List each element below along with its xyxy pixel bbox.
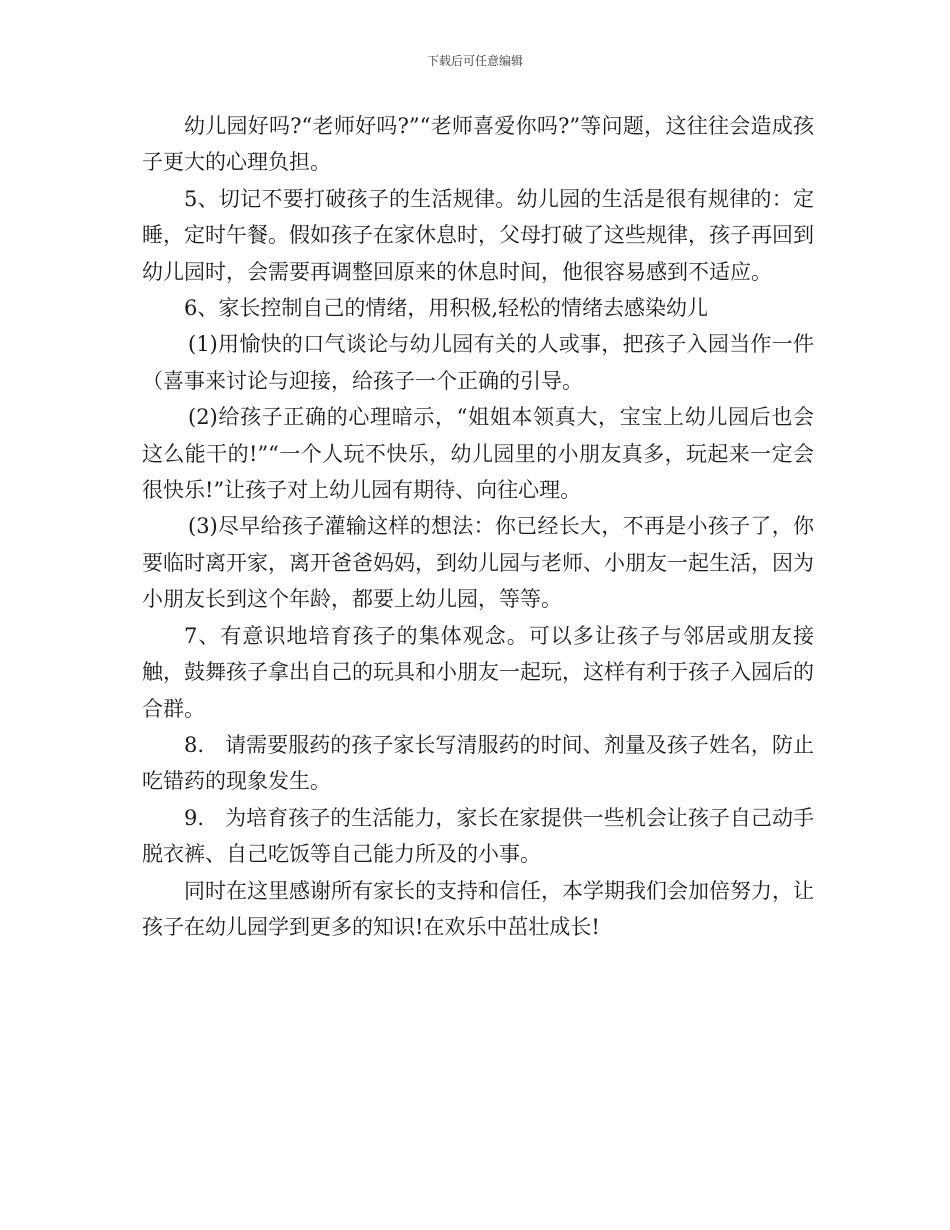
paragraph-subitem-3: (3)尽早给孩子灌输这样的想法：你已经长大，不再是小孩子了，你要临时离开家，离开爸爸妈妈，到幼儿园与老师、小朋友一起生活，因为小朋友长到这个年龄，都要上幼儿园，等等。 — [142, 514, 814, 612]
paragraph-subitem-2: (2)给孩子正确的心理暗示，“姐姐本领真大，宝宝上幼儿园后也会这么能干的!”“一个人玩不快乐，幼儿园里的小朋友真多，玩起来一定会很快乐!”让孩子对上幼儿园有期待、向往心理。 — [142, 405, 814, 503]
paragraph-continuation: 幼儿园好吗?“老师好吗?”“老师喜爱你吗?”等问题，这往往会造成孩子更大的心理负担。 — [142, 114, 814, 175]
paragraph-item-5: 5、切记不要打破孩子的生活规律。幼儿园的生活是很有规律的：定睡，定时午餐。假如孩子在家休息时，父母打破了这些规律，孩子再回到幼儿园时，会需要再调整回原来的休息时间，他很容易感到不适应。 — [142, 186, 814, 284]
paragraph-item-6: 6、家长控制自己的情绪，用积极,轻松的情绪去感染幼儿 — [184, 296, 709, 321]
page-header-note: 下载后可任意编辑 — [426, 54, 523, 68]
document-body — [142, 108, 814, 945]
paragraph-item-8: 8. 请需要服药的孩子家长写清服药的时间、剂量及孩子姓名，防止吃错药的现象发生。 — [142, 732, 814, 794]
paragraph-item-9: 9. 为培育孩子的生活能力，家长在家提供一些机会让孩子自己动手脱衣裤、自己吃饭等自己能力所及的小事。 — [142, 805, 814, 867]
paragraph-item-7: 7、有意识地培育孩子的集体观念。可以多让孩子与邻居或朋友接触，鼓舞孩子拿出自己的玩具和小朋友一起玩，这样有利于孩子入园后的合群。 — [142, 623, 814, 721]
paragraph-closing: 同时在这里感谢所有家长的支持和信任，本学期我们会加倍努力，让孩子在幼儿园学到更多的知识!在欢乐中茁壮成长! — [142, 878, 814, 939]
paragraph-subitem-1: (1)用愉快的口气谈论与幼儿园有关的人或事，把孩子入园当作一件（喜事来讨论与迎接，给孩子一个正确的引导。 — [142, 332, 814, 393]
